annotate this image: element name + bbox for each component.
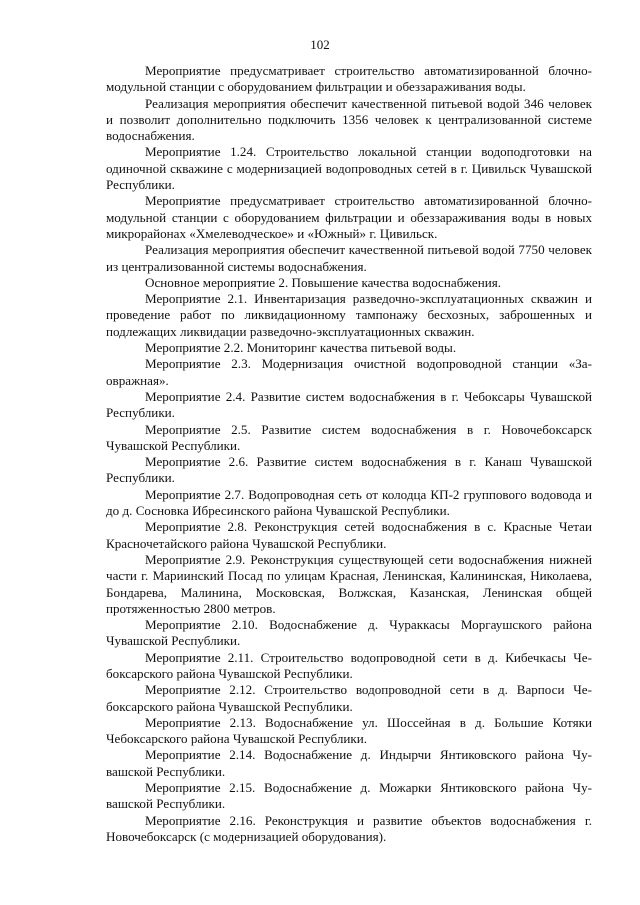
paragraph: Мероприятие 2.11. Строительство водопроводной сети в д. Кибечкасы Чебоксарского района Чувашской Республики. [106,649,592,681]
paragraph: Мероприятие 2.7. Водопроводная сеть от колодца КП-2 группового водовода и до д. Сосновка Ибресинского района Чувашской Республики. [106,486,592,519]
paragraph: Реализация мероприятия обеспечит качественной питьевой водой 7750 человек из централизованной системы водоснабжения. [106,242,592,274]
paragraph: Мероприятие 2.3. Модернизация очистной водопроводной станции «Заовражная». [106,356,592,388]
paragraph: Мероприятие 2.16. Реконструкция и развитие объектов водоснабжения г. Новочебоксарск (с модернизацией оборудования). [106,812,592,844]
paragraph: Мероприятие предусматривает строительство автоматизированной блочно-модульной станции с оборудованием фильтрации и обеззараживания воды в новых микрорайонах «Хмелеводческое» и «Южный» г. Цивильск. [106,193,592,241]
paragraph: Мероприятие 2.14. Водоснабжение д. Индырчи Янтиковского района Чувашской Республики. [106,747,592,779]
paragraph: Реализация мероприятия обеспечит качественной питьевой водой 346 человек и позволит дополнительно подключить 1356 человек к централизованной системе водоснабжения. [106,95,592,144]
page-number: 102 [310,37,330,52]
paragraph: Мероприятие 2.9. Реконструкция существующей сети водоснабжения нижней части г. Мариинский Посад по улицам Красная, Ленинская, Калининская, Николаева, Бондарева, Малинина, Московская, Волжская, Казанская, Ленинская общей протяженностью 2800 метров. [106,551,592,616]
paragraph: Мероприятие 2.8. Реконструкция сетей водоснабжения в с. Красные Четаи Красночетайского района Чувашской Республики. [106,519,592,551]
paragraph: Мероприятие предусматривает строительство автоматизированной блочно-модульной станции с оборудованием фильтрации и обеззараживания воды. [106,63,592,95]
document-body [106,63,592,845]
paragraph: Основное мероприятие 2. Повышение качества водоснабжения. [145,274,502,290]
paragraph: Мероприятие 2.10. Водоснабжение д. Чураккасы Моргаушского района Чувашской Республики. [106,617,592,649]
paragraph: Мероприятие 2.5. Развитие систем водоснабжения в г. Новочебоксарск Чувашской Республики. [106,421,592,453]
paragraph: Мероприятие 2.12. Строительство водопроводной сети в д. Варпоси Чебоксарского района Чувашской Республики. [106,682,592,714]
paragraph: Мероприятие 2.2. Мониторинг качества питьевой воды. [145,340,457,356]
paragraph: Мероприятие 1.24. Строительство локальной станции водоподготовки на одиночной скважине с модернизацией водопроводных сетей в г. Цивильск Чувашской Республики. [106,144,592,193]
paragraph: Мероприятие 2.6. Развитие систем водоснабжения в г. Канаш Чувашской Республики. [106,454,592,486]
paragraph: Мероприятие 2.1. Инвентаризация разведочно-эксплуатационных скважин и проведение работ по ликвидационному тампонажу бесхозных, заброшенных и подлежащих ликвидации разведочно-эксплуатационных скважин. [106,291,592,339]
paragraph: Мероприятие 2.13. Водоснабжение ул. Шоссейная в д. Большие Котяки Чебоксарского района Чувашской Республики. [106,714,592,747]
paragraph: Мероприятие 2.15. Водоснабжение д. Можарки Янтиковского района Чувашской Республики. [106,780,592,812]
paragraph: Мероприятие 2.4. Развитие систем водоснабжения в г. Чебоксары Чувашской Республики. [106,388,592,421]
